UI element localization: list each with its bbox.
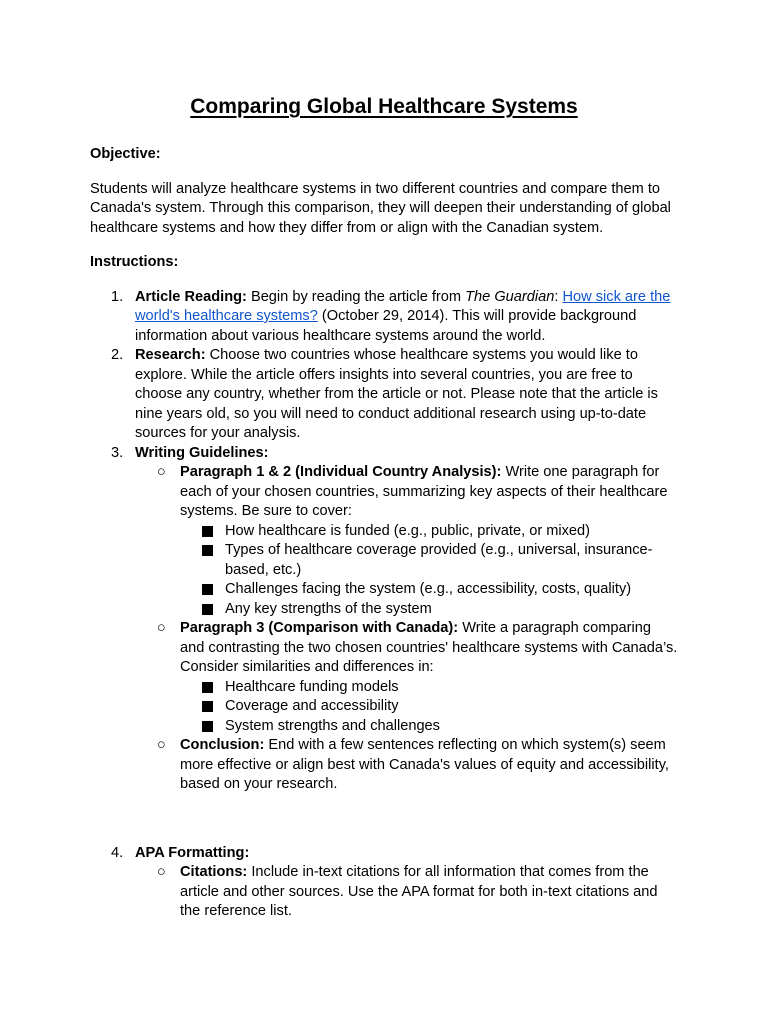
instruction-item-article-reading (90, 288, 678, 347)
list-item (180, 697, 678, 717)
bullet-text: Coverage and accessibility (225, 698, 399, 714)
item-label: Research: (135, 347, 206, 363)
instruction-item-research (90, 346, 678, 444)
square-bullet-icon (202, 682, 213, 693)
subitem-label: Citations: (180, 864, 248, 880)
list-item (180, 580, 678, 600)
square-bullet-icon (202, 526, 213, 537)
square-bullet-icon (202, 701, 213, 712)
subitem-label: Conclusion: (180, 737, 265, 753)
document-title: Comparing Global Healthcare Systems (190, 95, 578, 118)
subitem-text: End with a few sentences reflecting on which system(s) seem more effective or align best with Canada's values of equity and accessibility, based on your research. (180, 737, 669, 792)
square-bullet-icon (202, 721, 213, 732)
bullet-text: Any key strengths of the system (225, 600, 432, 617)
writing-guidelines-list (135, 463, 678, 795)
circle-bullet-icon: ○ (157, 864, 166, 880)
subitem-label: Paragraph 1 & 2 (Individual Country Analysis): (180, 464, 502, 480)
item-text: Choose two countries whose healthcare systems you would like to explore. While the article offers insights into several countries, you are free to choose any country, whether from the article or not. Please note that the article is nine years old, so you will need to conduct additional research using up-to-date sources for your analysis. (135, 347, 658, 441)
subitem-conclusion (135, 736, 678, 795)
list-number: 4. (111, 844, 124, 861)
comparison-bullets (180, 678, 678, 737)
list-item (180, 522, 678, 542)
bullet-text: System strengths and challenges (225, 717, 440, 734)
instruction-item-writing-guidelines (90, 444, 678, 795)
instructions-list (90, 288, 678, 922)
bullet-text: Healthcare funding models (225, 678, 399, 695)
objective-heading: Objective: (90, 146, 161, 162)
list-number: 3. (111, 444, 124, 461)
bullet-text: Types of healthcare coverage provided (e.g., universal, insurance-based, etc.) (225, 542, 653, 578)
subitem-text: Write a paragraph comparing and contrasting the two chosen countries' healthcare systems with Canada’s. Consider similarities and differences in: (180, 620, 678, 675)
square-bullet-icon (202, 604, 213, 615)
list-number: 2. (111, 347, 124, 363)
item-label: Article Reading: (135, 288, 247, 305)
item-text: Begin by reading the article from (246, 288, 466, 305)
list-number: 1. (111, 288, 124, 305)
objective-text: Students will analyze healthcare systems in two different countries and compare them to Canada's system. Through this comparison, they will deepen their understanding of global healthcare systems and how they differ from or align with the Canadian system. (90, 180, 671, 236)
item-label: APA Formatting: (135, 844, 250, 861)
item-text-after: (October 29, 2014). This will provide background information about various healthcare systems around the world. (135, 308, 637, 344)
source-name: The Guardian (465, 288, 555, 305)
colon: : (554, 288, 563, 305)
subitem-paragraph-1-2 (135, 463, 678, 619)
subitem-paragraph-3 (135, 619, 678, 736)
bullet-text: How healthcare is funded (e.g., public, private, or mixed) (225, 522, 591, 539)
list-item (180, 717, 678, 737)
item-label: Writing Guidelines: (135, 444, 269, 461)
circle-bullet-icon: ○ (157, 737, 166, 753)
circle-bullet-icon: ○ (157, 620, 166, 636)
circle-bullet-icon: ○ (157, 464, 166, 480)
coverage-bullets (180, 522, 678, 620)
list-item (180, 541, 678, 580)
subitem-text: Include in-text citations for all information that comes from the article and other sources. Use the APA format for both in-text citations and the reference list. (180, 864, 658, 919)
subitem-citations (135, 863, 678, 922)
subitem-text: Write one paragraph for each of your chosen countries, summarizing key aspects of their healthcare systems. Be sure to cover: (180, 464, 668, 519)
article-link[interactable]: How sick are the world's healthcare systems? (135, 288, 671, 324)
square-bullet-icon (202, 545, 213, 556)
instructions-heading: Instructions: (90, 254, 179, 270)
instruction-item-apa-formatting (90, 844, 678, 922)
list-item (180, 600, 678, 620)
square-bullet-icon (202, 584, 213, 595)
list-item (180, 678, 678, 698)
bullet-text: Challenges facing the system (e.g., accessibility, costs, quality) (225, 581, 632, 597)
subitem-label: Paragraph 3 (Comparison with Canada): (180, 620, 459, 636)
apa-formatting-list (135, 863, 678, 922)
